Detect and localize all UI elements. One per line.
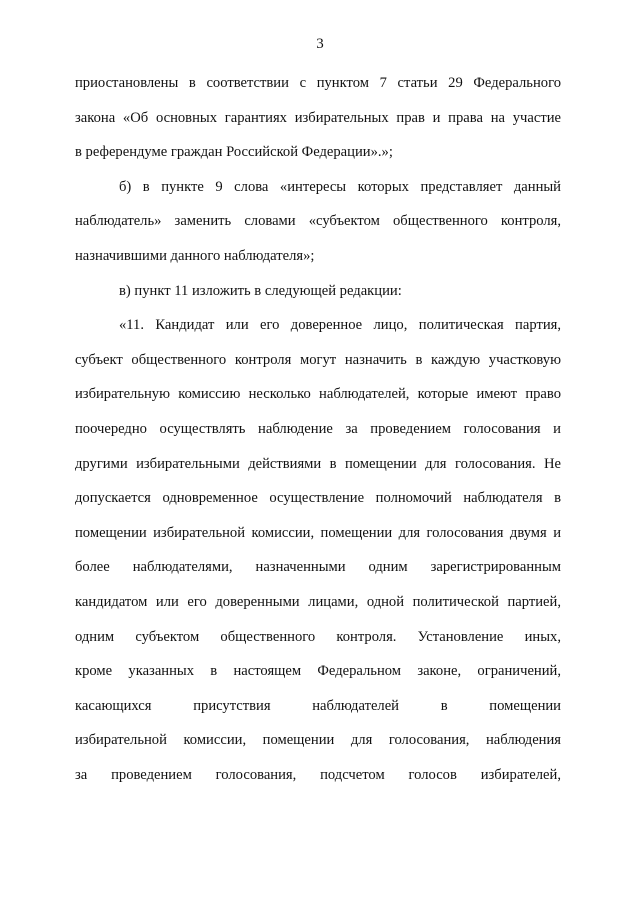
- page-number: 3: [316, 36, 324, 52]
- text-line: допускается одновременное осуществление полномочий наблюдателя в: [75, 490, 561, 507]
- text-line: избирательную комиссию несколько наблюдателей, которые имеют право: [75, 386, 561, 403]
- document-body: [75, 66, 561, 792]
- text-line: за проведением голосования, подсчетом голосов избирателей,: [75, 766, 561, 783]
- text-line: закона «Об основных гарантиях избирательных прав и права на участие: [75, 109, 561, 126]
- text-line: касающихся присутствия наблюдателей в помещении: [75, 697, 561, 714]
- text-line: назначившими данного наблюдателя»;: [75, 247, 315, 264]
- text-line: б) в пункте 9 слова «интересы которых представляет данный: [119, 178, 561, 195]
- text-line: одним субъектом общественного контроля. Установление иных,: [75, 628, 561, 645]
- text-line: приостановлены в соответствии с пунктом 7 статьи 29 Федерального: [75, 75, 561, 91]
- text-line: другими избирательными действиями в помещении для голосования. Не: [75, 455, 561, 472]
- text-line: более наблюдателями, назначенными одним зарегистрированным: [75, 559, 561, 576]
- text-line: в) пункт 11 изложить в следующей редакции:: [119, 282, 402, 299]
- text-line: кроме указанных в настоящем Федеральном законе, ограничений,: [75, 663, 561, 680]
- text-line: поочередно осуществлять наблюдение за проведением голосования и: [75, 420, 561, 437]
- text-line: кандидатом или его доверенными лицами, одной политической партией,: [75, 593, 561, 610]
- text-line: помещении избирательной комиссии, помещении для голосования двумя и: [75, 524, 561, 541]
- text-line: избирательной комиссии, помещении для голосования, наблюдения: [75, 732, 561, 749]
- text-line: «11. Кандидат или его доверенное лицо, политическая партия,: [119, 317, 561, 334]
- text-line: субъект общественного контроля могут назначить в каждую участковую: [75, 351, 561, 368]
- text-line: в референдуме граждан Российской Федерации».»;: [75, 144, 393, 161]
- text-line: наблюдатель» заменить словами «субъектом общественного контроля,: [75, 213, 561, 230]
